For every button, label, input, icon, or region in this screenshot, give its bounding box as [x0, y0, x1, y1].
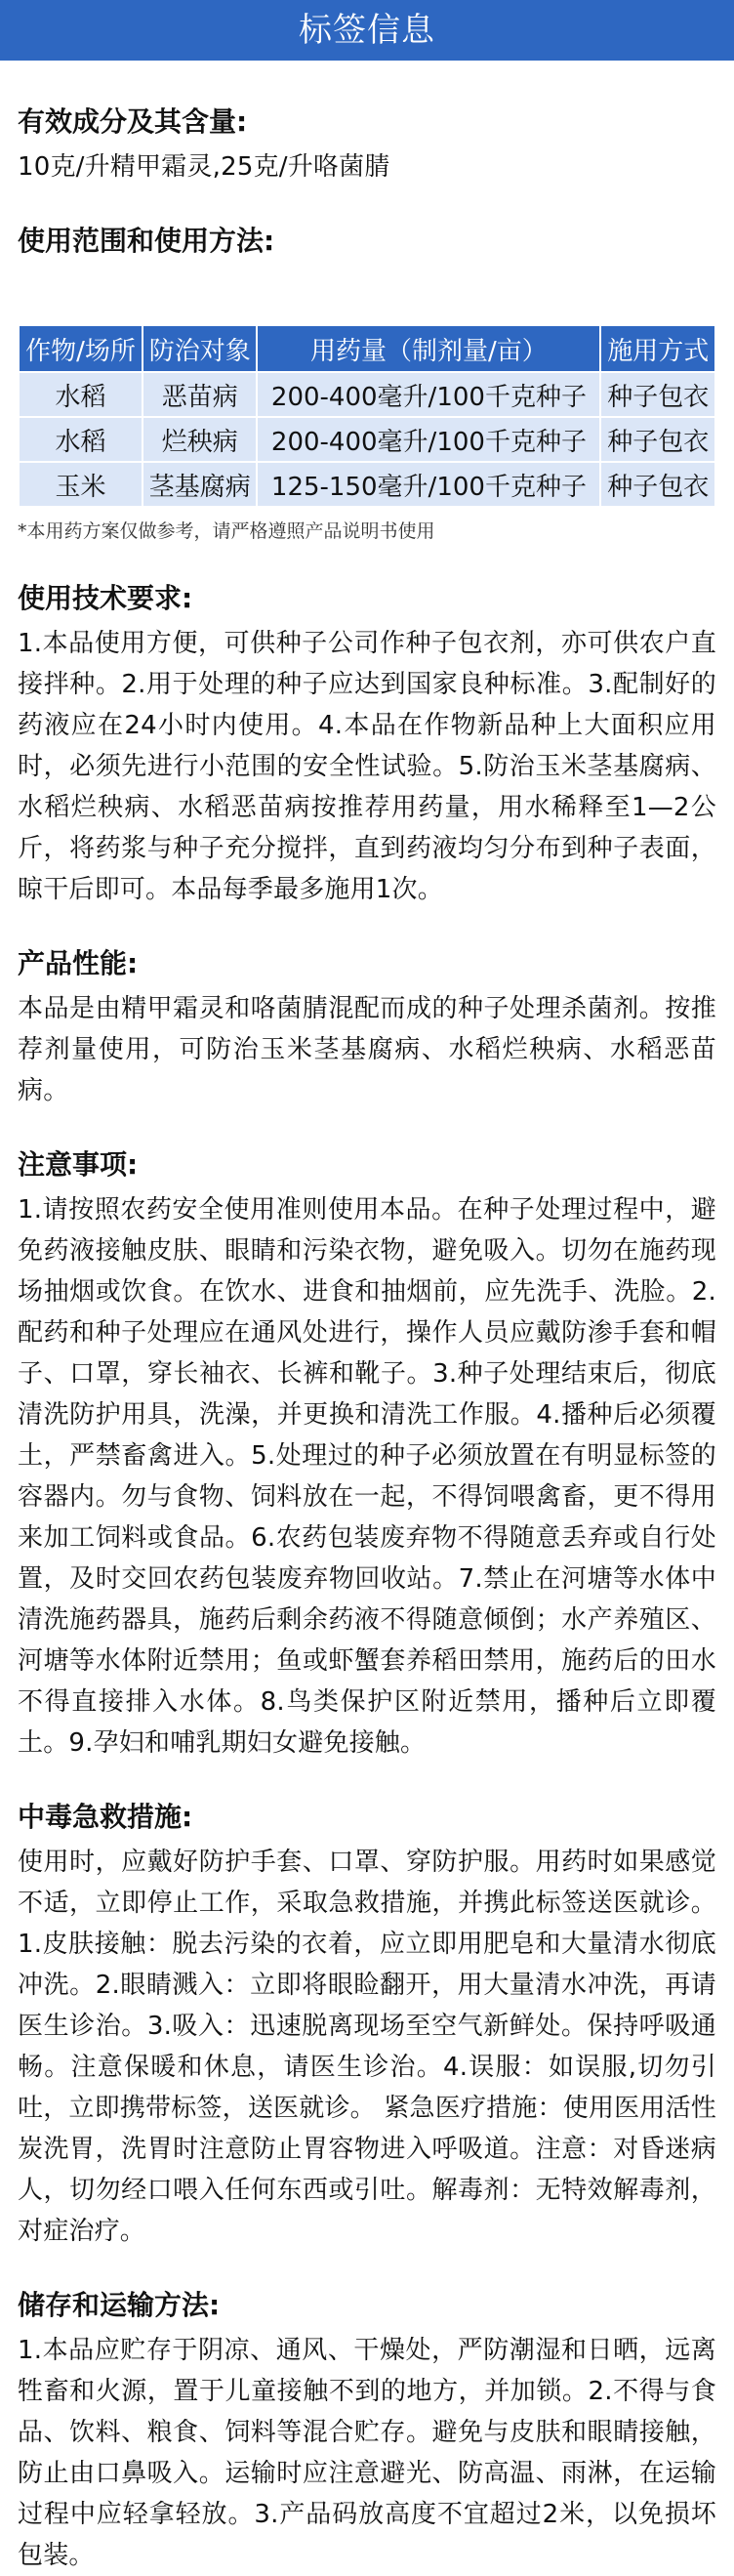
storage-text: 1.本品应贮存于阴凉、通风、干燥处，严防潮湿和日晒，远离牲畜和火源，置于儿童接触不到的地方，并加锁。2.不得与食品、饮料、粮食、饲料等混合贮存。避免与皮肤和眼睛接触，防止由口鼻吸入。运输时应注意避光、防高温、雨淋，在运输过程中应轻拿轻放。3.产品码放高度不宜超过2米，以免损坏包装。	[18, 2336, 716, 2570]
first-aid-text: 使用时，应戴好防护手套、口罩、穿防护服。用药时如果感觉不适，立即停止工作，采取急救措施，并携此标签送医就诊。1.皮肤接触：脱去污染的衣着，应立即用肥皂和大量清水彻底冲洗。2.眼睛溅入：立即将眼睑翻开，用大量清水冲洗，再请医生诊治。3.吸入：迅速脱离现场至空气新鲜处。保持呼吸通畅。注意保暖和休息，请医生诊治。4.误服：如误服,切勿引吐，立即携带标签，送医就诊。 紧急医疗措施：使用医用活性炭洗胃，洗胃时注意防止胃容物进入呼吸道。注意：对昏迷病人，切勿经口喂入任何东西或引吐。解毒剂：无特效解毒剂，对症治疗。	[18, 1848, 716, 2246]
table-cell: 种子包衣	[601, 373, 714, 416]
usage-disclaimer: *本用药方案仅做参考，请严格遵照产品说明书使用	[18, 520, 435, 542]
table-cell: 烂秧病	[143, 418, 257, 461]
active-ingredient-heading: 有效成分及其含量:	[18, 105, 248, 138]
column-header-target: 防治对象	[143, 326, 257, 371]
active-ingredient-text: 10克/升精甲霜灵,25克/升咯菌腈	[18, 152, 390, 182]
table-row	[20, 418, 714, 461]
table-cell: 125-150毫升/100千克种子	[258, 463, 599, 506]
column-header-dosage: 用药量（制剂量/亩）	[258, 326, 599, 371]
table-cell: 200-400毫升/100千克种子	[258, 373, 599, 416]
storage-heading: 储存和运输方法:	[18, 2289, 221, 2321]
usage-table	[18, 324, 716, 508]
label-content	[0, 104, 734, 2576]
column-header-method: 施用方式	[601, 326, 714, 371]
usage-heading: 使用范围和使用方法:	[18, 225, 275, 257]
table-cell: 200-400毫升/100千克种子	[258, 418, 599, 461]
table-cell: 茎基腐病	[143, 463, 257, 506]
table-row	[20, 463, 714, 506]
table-cell: 水稻	[20, 373, 142, 416]
table-cell: 水稻	[20, 418, 142, 461]
precautions-heading: 注意事项:	[18, 1148, 139, 1181]
table-row	[20, 373, 714, 416]
table-cell: 种子包衣	[601, 418, 714, 461]
table-cell: 玉米	[20, 463, 142, 506]
precautions-text: 1.请按照农药安全使用准则使用本品。在种子处理过程中，避免药液接触皮肤、眼睛和污染衣物，避免吸入。切勿在施药现场抽烟或饮食。在饮水、进食和抽烟前，应先洗手、洗脸。2.配药和种子处理应在通风处进行，操作人员应戴防渗手套和帽子、口罩，穿长袖衣、长裤和靴子。3.种子处理结束后，彻底清洗防护用具，洗澡，并更换和清洗工作服。4.播种后必须覆土，严禁畜禽进入。5.处理过的种子必须放置在有明显标签的容器内。勿与食物、饲料放在一起，不得饲喂禽畜，更不得用来加工饲料或食品。6.农药包装废弃物不得随意丢弃或自行处置，及时交回农药包装废弃物回收站。7.禁止在河塘等水体中清洗施药器具，施药后剩余药液不得随意倾倒；水产养殖区、河塘等水体附近禁用；鱼或虾蟹套养稻田禁用，施药后的田水不得直接排入水体。8.鸟类保护区附近禁用，播种后立即覆土。9.孕妇和哺乳期妇女避免接触。	[18, 1195, 716, 1758]
first-aid-heading: 中毒急救措施:	[18, 1801, 193, 1833]
column-header-crop: 作物/场所	[20, 326, 142, 371]
performance-text: 本品是由精甲霜灵和咯菌腈混配而成的种子处理杀菌剂。按推荐剂量使用，可防治玉米茎基腐病、水稻烂秧病、水稻恶苗病。	[18, 994, 716, 1105]
table-cell: 恶苗病	[143, 373, 257, 416]
technical-heading: 使用技术要求:	[18, 582, 193, 614]
page-title: 标签信息	[0, 0, 734, 61]
table-cell: 种子包衣	[601, 463, 714, 506]
performance-heading: 产品性能:	[18, 947, 139, 979]
usage-table-header-row	[20, 326, 714, 371]
technical-text: 1.本品使用方便，可供种子公司作种子包衣剂，亦可供农户直接拌种。2.用于处理的种子应达到国家良种标准。3.配制好的药液应在24小时内使用。4.本品在作物新品种上大面积应用时，必须先进行小范围的安全性试验。5.防治玉米茎基腐病、水稻烂秧病、水稻恶苗病按推荐用药量，用水稀释至1—2公斤，将药浆与种子充分搅拌，直到药液均匀分布到种子表面，晾干后即可。本品每季最多施用1次。	[18, 629, 716, 904]
